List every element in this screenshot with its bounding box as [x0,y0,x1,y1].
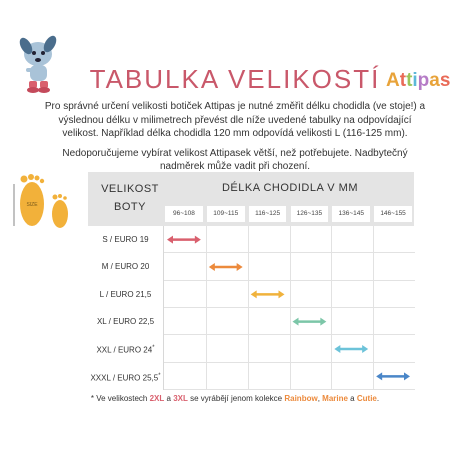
brand-letter: A [386,70,400,91]
range-header: 96~108 [165,206,203,222]
range-header: 146~155 [374,206,412,222]
size-table [88,172,414,390]
intro-paragraph-2: Nedoporučujeme vybírat velikost Attipasek větší, než potřebujete. Nadbytečný nadměrek může vadit při chození. [62,147,408,172]
intro-paragraph-1: Pro správné určení velikosti botiček Attipas je nutné změřit délku chodidla (ve stoje!) a výslednou délku v milimetrech převést dle níže uvedené tabulky na odpovídající velikost. Například délka chodidla 120 mm odpovídá velikosti L (116-125 mm). [44,101,426,139]
brand-letter: p [417,70,430,91]
size-range-arrow [167,236,201,244]
size-label: XL / EURO 22,5 [96,317,155,326]
footprint-icon [10,170,76,234]
intro-text [40,100,430,174]
size-range-arrow [376,372,410,380]
size-column-header: VELIKOST BOTY [101,183,159,213]
brand-letter: s [439,70,451,91]
size-range-arrow [334,345,368,353]
brand-letter: t [406,70,413,91]
range-header: 136~145 [332,206,370,222]
brand-letter: i [412,70,418,91]
size-label: M / EURO 20 [101,262,150,272]
size-range-arrow [251,290,285,298]
range-arrows [88,172,414,390]
brand-letter: a [429,70,440,91]
size-range-arrow [209,263,243,271]
size-label: L / EURO 21,5 [99,289,152,299]
brand-logo [386,70,450,92]
size-label: S / EURO 19 [102,235,149,244]
size-label: XXXL / EURO 25,5* [90,372,161,383]
page-title: TABULKA VELIKOSTÍ [89,64,381,94]
range-header: 109~115 [207,206,245,222]
length-column-header: DÉLKA CHODIDLA V MM [221,182,359,194]
size-label: XXL / EURO 24* [96,345,155,355]
footnote: * Ve velikostech 2XL a 3XL se vyrábějí jenom kolekce Rainbow, Marine a Cutie. [90,394,380,403]
range-header: 126~135 [291,206,329,222]
brand-letter: t [399,70,407,91]
range-header: 116~125 [249,206,287,222]
footprint-size-label: SIZE [26,202,38,208]
size-range-arrow [293,318,327,326]
